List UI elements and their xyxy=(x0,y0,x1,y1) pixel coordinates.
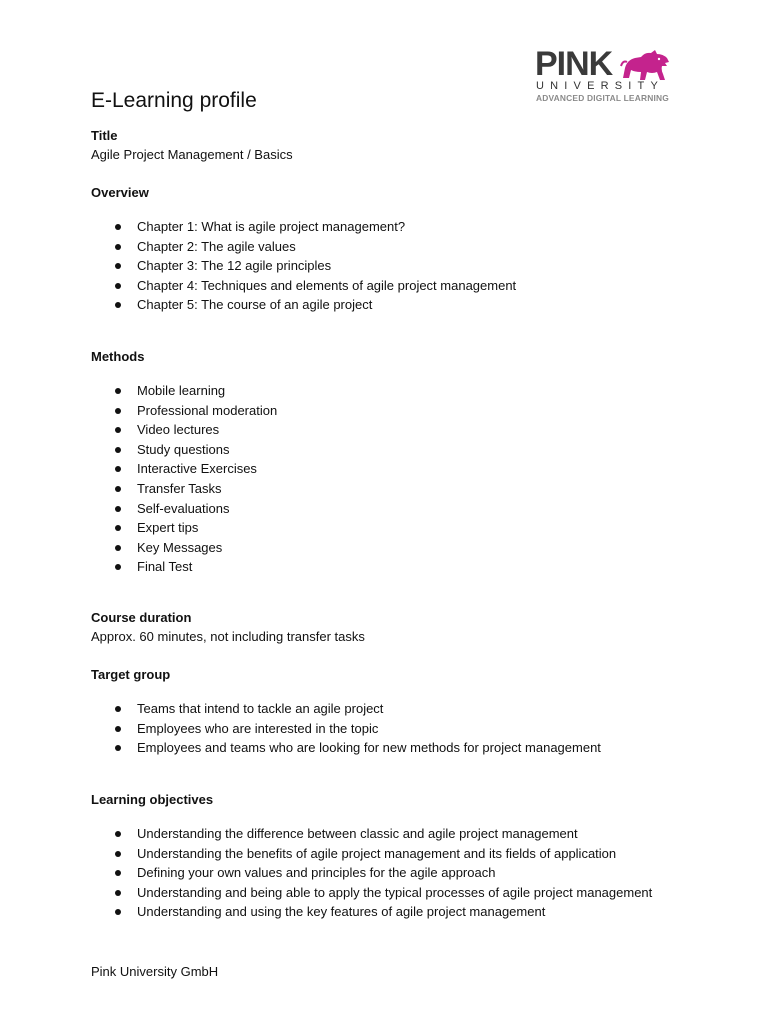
bullet-icon xyxy=(115,726,121,732)
list-item xyxy=(91,420,277,440)
bullet-icon xyxy=(115,447,121,453)
target-group-list xyxy=(91,699,601,758)
list-item-text: Video lectures xyxy=(137,422,220,438)
duration-label: Course duration xyxy=(91,610,192,625)
list-item-text: Expert tips xyxy=(137,520,199,536)
bullet-icon xyxy=(115,870,121,876)
list-item-text: Defining your own values and principles for the agile approach xyxy=(137,865,496,881)
bullet-icon xyxy=(115,427,121,433)
bullet-icon xyxy=(115,466,121,472)
pink-university-logo xyxy=(535,46,675,104)
bullet-icon xyxy=(115,506,121,512)
list-item xyxy=(91,276,516,296)
bullet-icon xyxy=(115,525,121,531)
list-item xyxy=(91,518,277,538)
list-item-text: Chapter 5: The course of an agile project xyxy=(137,297,373,313)
list-item-text: Chapter 2: The agile values xyxy=(137,238,296,254)
list-item-text: Interactive Exercises xyxy=(137,461,257,477)
list-item-text: Transfer Tasks xyxy=(137,480,222,496)
bullet-icon xyxy=(115,244,121,250)
list-item-text: Study questions xyxy=(137,441,230,457)
list-item-text: Final Test xyxy=(137,559,193,575)
list-item xyxy=(91,459,277,479)
list-item xyxy=(91,738,601,758)
overview-list xyxy=(91,217,516,315)
lion-icon xyxy=(619,48,671,84)
list-item xyxy=(91,883,652,903)
list-item-text: Teams that intend to tackle an agile project xyxy=(137,701,384,716)
list-item xyxy=(91,557,277,577)
methods-label: Methods xyxy=(91,349,145,364)
list-item xyxy=(91,381,277,401)
bullet-icon xyxy=(115,302,121,308)
list-item-text: Chapter 1: What is agile project management? xyxy=(137,219,406,234)
bullet-icon xyxy=(115,564,121,570)
list-item xyxy=(91,844,652,864)
bullet-icon xyxy=(115,263,121,269)
list-item xyxy=(91,902,652,922)
list-item-text: Understanding and being able to apply the typical processes of agile project management xyxy=(137,884,653,900)
list-item xyxy=(91,217,516,237)
learning-objectives-label: Learning objectives xyxy=(91,792,214,807)
list-item-text: Key Messages xyxy=(137,539,223,555)
list-item-text: Understanding the benefits of agile project management and its fields of application xyxy=(137,845,617,861)
list-item xyxy=(91,237,516,257)
page-title: E-Learning profile xyxy=(91,89,257,112)
list-item-text: Professional moderation xyxy=(137,402,278,418)
bullet-icon xyxy=(115,909,121,915)
logo-subtitle: UNIVERSITY xyxy=(536,80,665,92)
bullet-icon xyxy=(115,283,121,289)
list-item-text: Understanding the difference between classic and agile project management xyxy=(137,826,578,841)
list-item xyxy=(91,295,516,315)
list-item-text: Understanding and using the key features of agile project management xyxy=(137,904,546,920)
bullet-icon xyxy=(115,388,121,394)
list-item xyxy=(91,440,277,460)
list-item xyxy=(91,719,601,739)
logo-tagline: ADVANCED DIGITAL LEARNING xyxy=(536,93,669,103)
list-item xyxy=(91,863,652,883)
bullet-icon xyxy=(115,831,121,837)
footer-company: Pink University GmbH xyxy=(91,964,219,979)
list-item-text: Mobile learning xyxy=(137,383,226,398)
list-item xyxy=(91,824,652,844)
list-item-text: Chapter 3: The 12 agile principles xyxy=(137,258,332,274)
list-item xyxy=(91,401,277,421)
learning-objectives-list xyxy=(91,824,652,922)
bullet-icon xyxy=(115,890,121,896)
list-item xyxy=(91,538,277,558)
title-value: Agile Project Management / Basics xyxy=(91,147,293,162)
bullet-icon xyxy=(115,224,121,230)
list-item xyxy=(91,256,516,276)
list-item-text: Self-evaluations xyxy=(137,500,230,516)
title-label: Title xyxy=(91,128,118,143)
bullet-icon xyxy=(115,545,121,551)
list-item xyxy=(91,699,601,719)
methods-list xyxy=(91,381,277,577)
overview-label: Overview xyxy=(91,185,149,200)
duration-value: Approx. 60 minutes, not including transfer tasks xyxy=(91,629,365,644)
list-item xyxy=(91,499,277,519)
list-item-text: Chapter 4: Techniques and elements of agile project management xyxy=(137,277,517,293)
bullet-icon xyxy=(115,706,121,712)
list-item-text: Employees who are interested in the topic xyxy=(137,720,379,736)
bullet-icon xyxy=(115,745,121,751)
bullet-icon xyxy=(115,486,121,492)
bullet-icon xyxy=(115,408,121,414)
bullet-icon xyxy=(115,851,121,857)
logo-brand: PINK xyxy=(535,45,613,83)
list-item-text: Employees and teams who are looking for new methods for project management xyxy=(137,740,601,756)
target-group-label: Target group xyxy=(91,667,171,682)
list-item xyxy=(91,479,277,499)
